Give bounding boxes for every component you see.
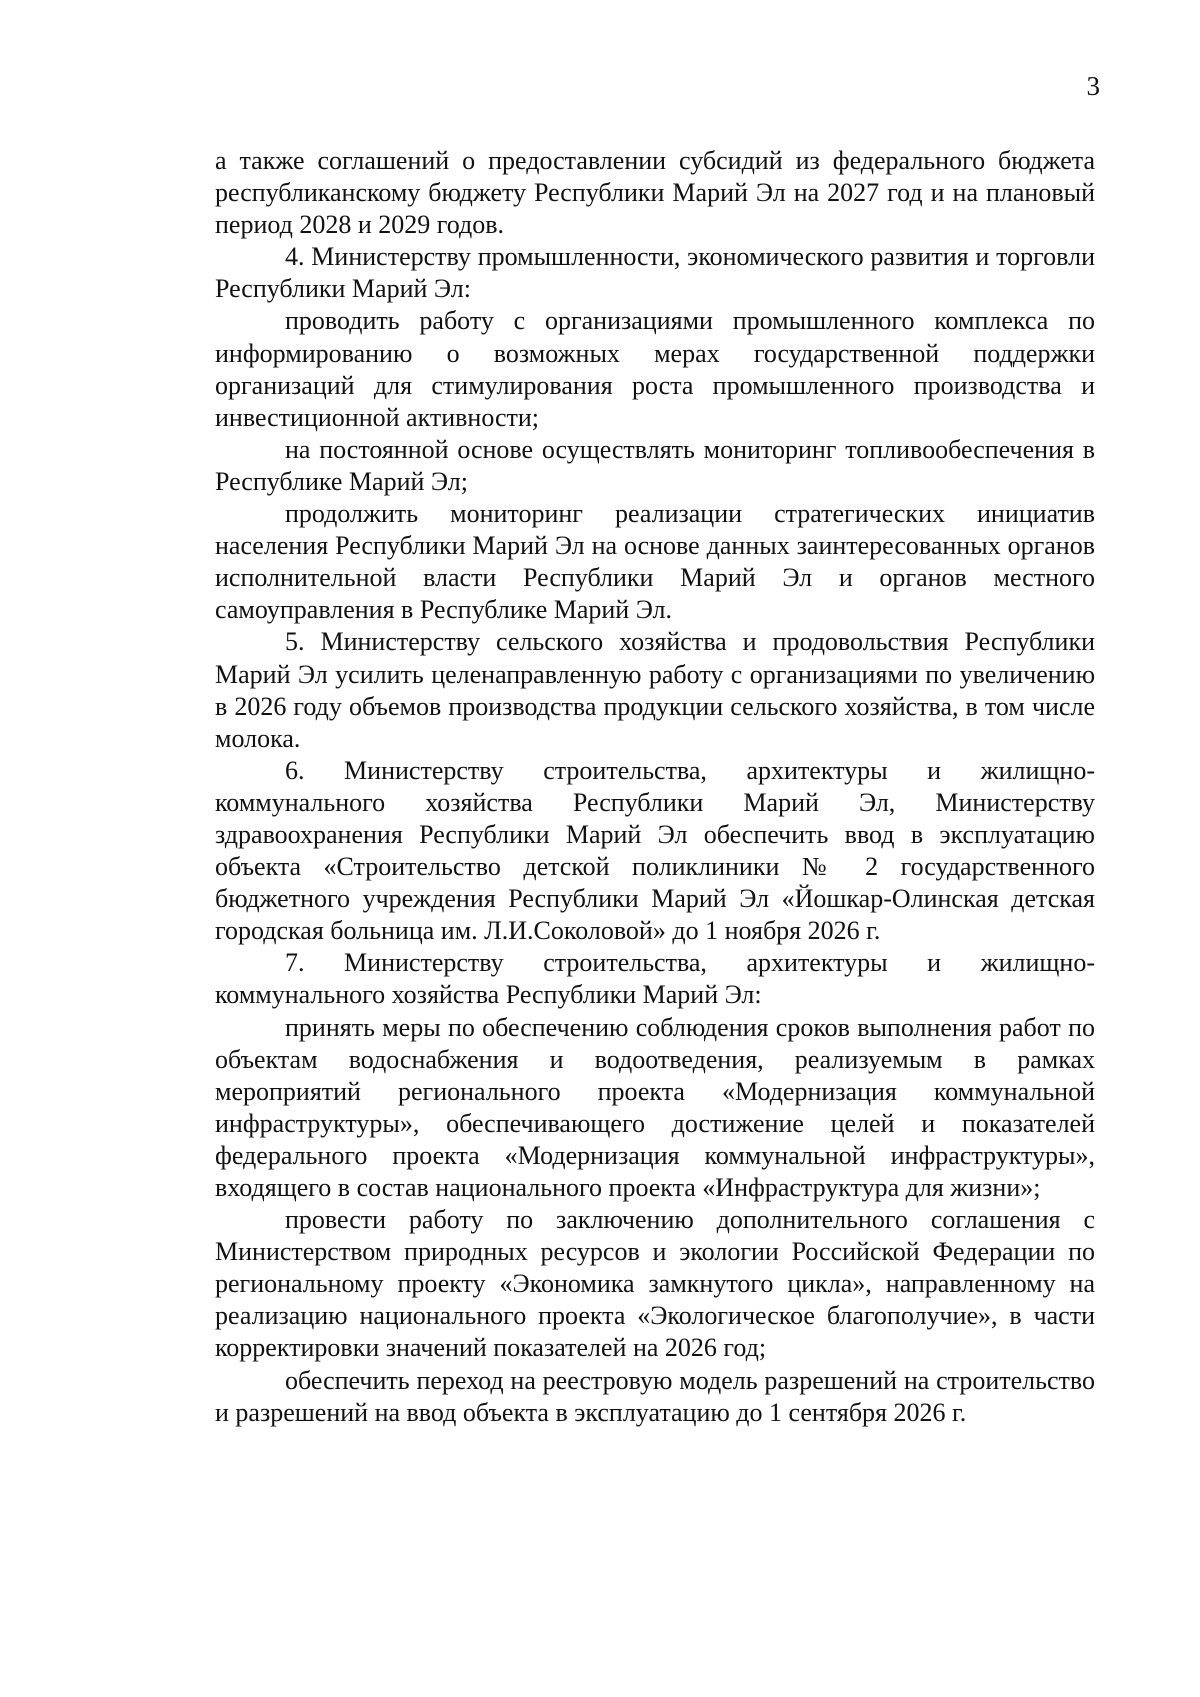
paragraph-item-7-heading: 7. Министерству строительства, архитектуры и жилищно-коммунального хозяйства Республики Марий Эл:	[215, 948, 1095, 1010]
paragraph-item-7-water-supply: принять меры по обеспечению соблюдения сроков выполнения работ по объектам водоснабжения и водоотведения, реализуемым в рамках мероприятий регионального проекта «Модернизация коммунальной инфраструктуры», обеспечивающего достижение целей и показателей федерального проекта «Модернизация коммунальной инфраструктуры», входящего в состав национального проекта «Инфраструктура для жизни»;	[215, 1012, 1095, 1202]
paragraph-item-4-industry-work: проводить работу с организациями промышленного комплекса по информированию о возможных мерах государственной поддержки организаций для стимулирования роста промышленного производства и инвестиционной активности;	[215, 306, 1095, 432]
paragraph-item-7-permits-registry: обеспечить переход на реестровую модель разрешений на строительство и разрешений на ввод объекта в эксплуатацию до 1 сентября 2026 г.	[215, 1365, 1095, 1427]
paragraph-item-7-ecology-agreement: провести работу по заключению дополнительного соглашения с Министерством природных ресурсов и экологии Российской Федерации по региональному проекту «Экономика замкнутого цикла», направленному на реализацию национального проекта «Экологическое благополучие», в части корректировки значений показателей на 2026 год;	[215, 1205, 1095, 1363]
paragraph-item-4-fuel-monitoring: на постоянной основе осуществлять мониторинг топливообеспечения в Республике Марий Эл;	[215, 434, 1095, 496]
paragraph-item-4-heading: 4. Министерству промышленности, экономического развития и торговли Республики Марий Эл:	[215, 242, 1095, 304]
paragraph-subsidy-agreements: а также соглашений о предоставлении субсидий из федерального бюджета республиканскому бюджету Республики Марий Эл на 2027 год и на плановый период 2028 и 2029 годов.	[215, 146, 1095, 240]
paragraph-item-5-agriculture: 5. Министерству сельского хозяйства и продовольствия Республики Марий Эл усилить целенаправленную работу с организациями по увеличению в 2026 году объемов производства продукции сельского хозяйства, в том числе молока.	[215, 627, 1095, 753]
page-number: 3	[1086, 71, 1100, 101]
paragraph-item-4-initiatives: продолжить мониторинг реализации стратегических инициатив населения Республики Марий Эл на основе данных заинтересованных органов исполнительной власти Республики Марий Эл и органов местного самоуправления в Республике Марий Эл.	[215, 499, 1095, 625]
document-body	[215, 145, 1095, 1429]
paragraph-item-6-polyclinic: 6. Министерству строительства, архитектуры и жилищно-коммунального хозяйства Республики Марий Эл, Министерству здравоохранения Республики Марий Эл обеспечить ввод в эксплуатацию объекта «Строительство детской поликлиники № 2 государственного бюджетного учреждения Республики Марий Эл «Йошкар-Олинская детская городская больница им. Л.И.Соколовой» до 1 ноября 2026 г.	[215, 755, 1095, 946]
